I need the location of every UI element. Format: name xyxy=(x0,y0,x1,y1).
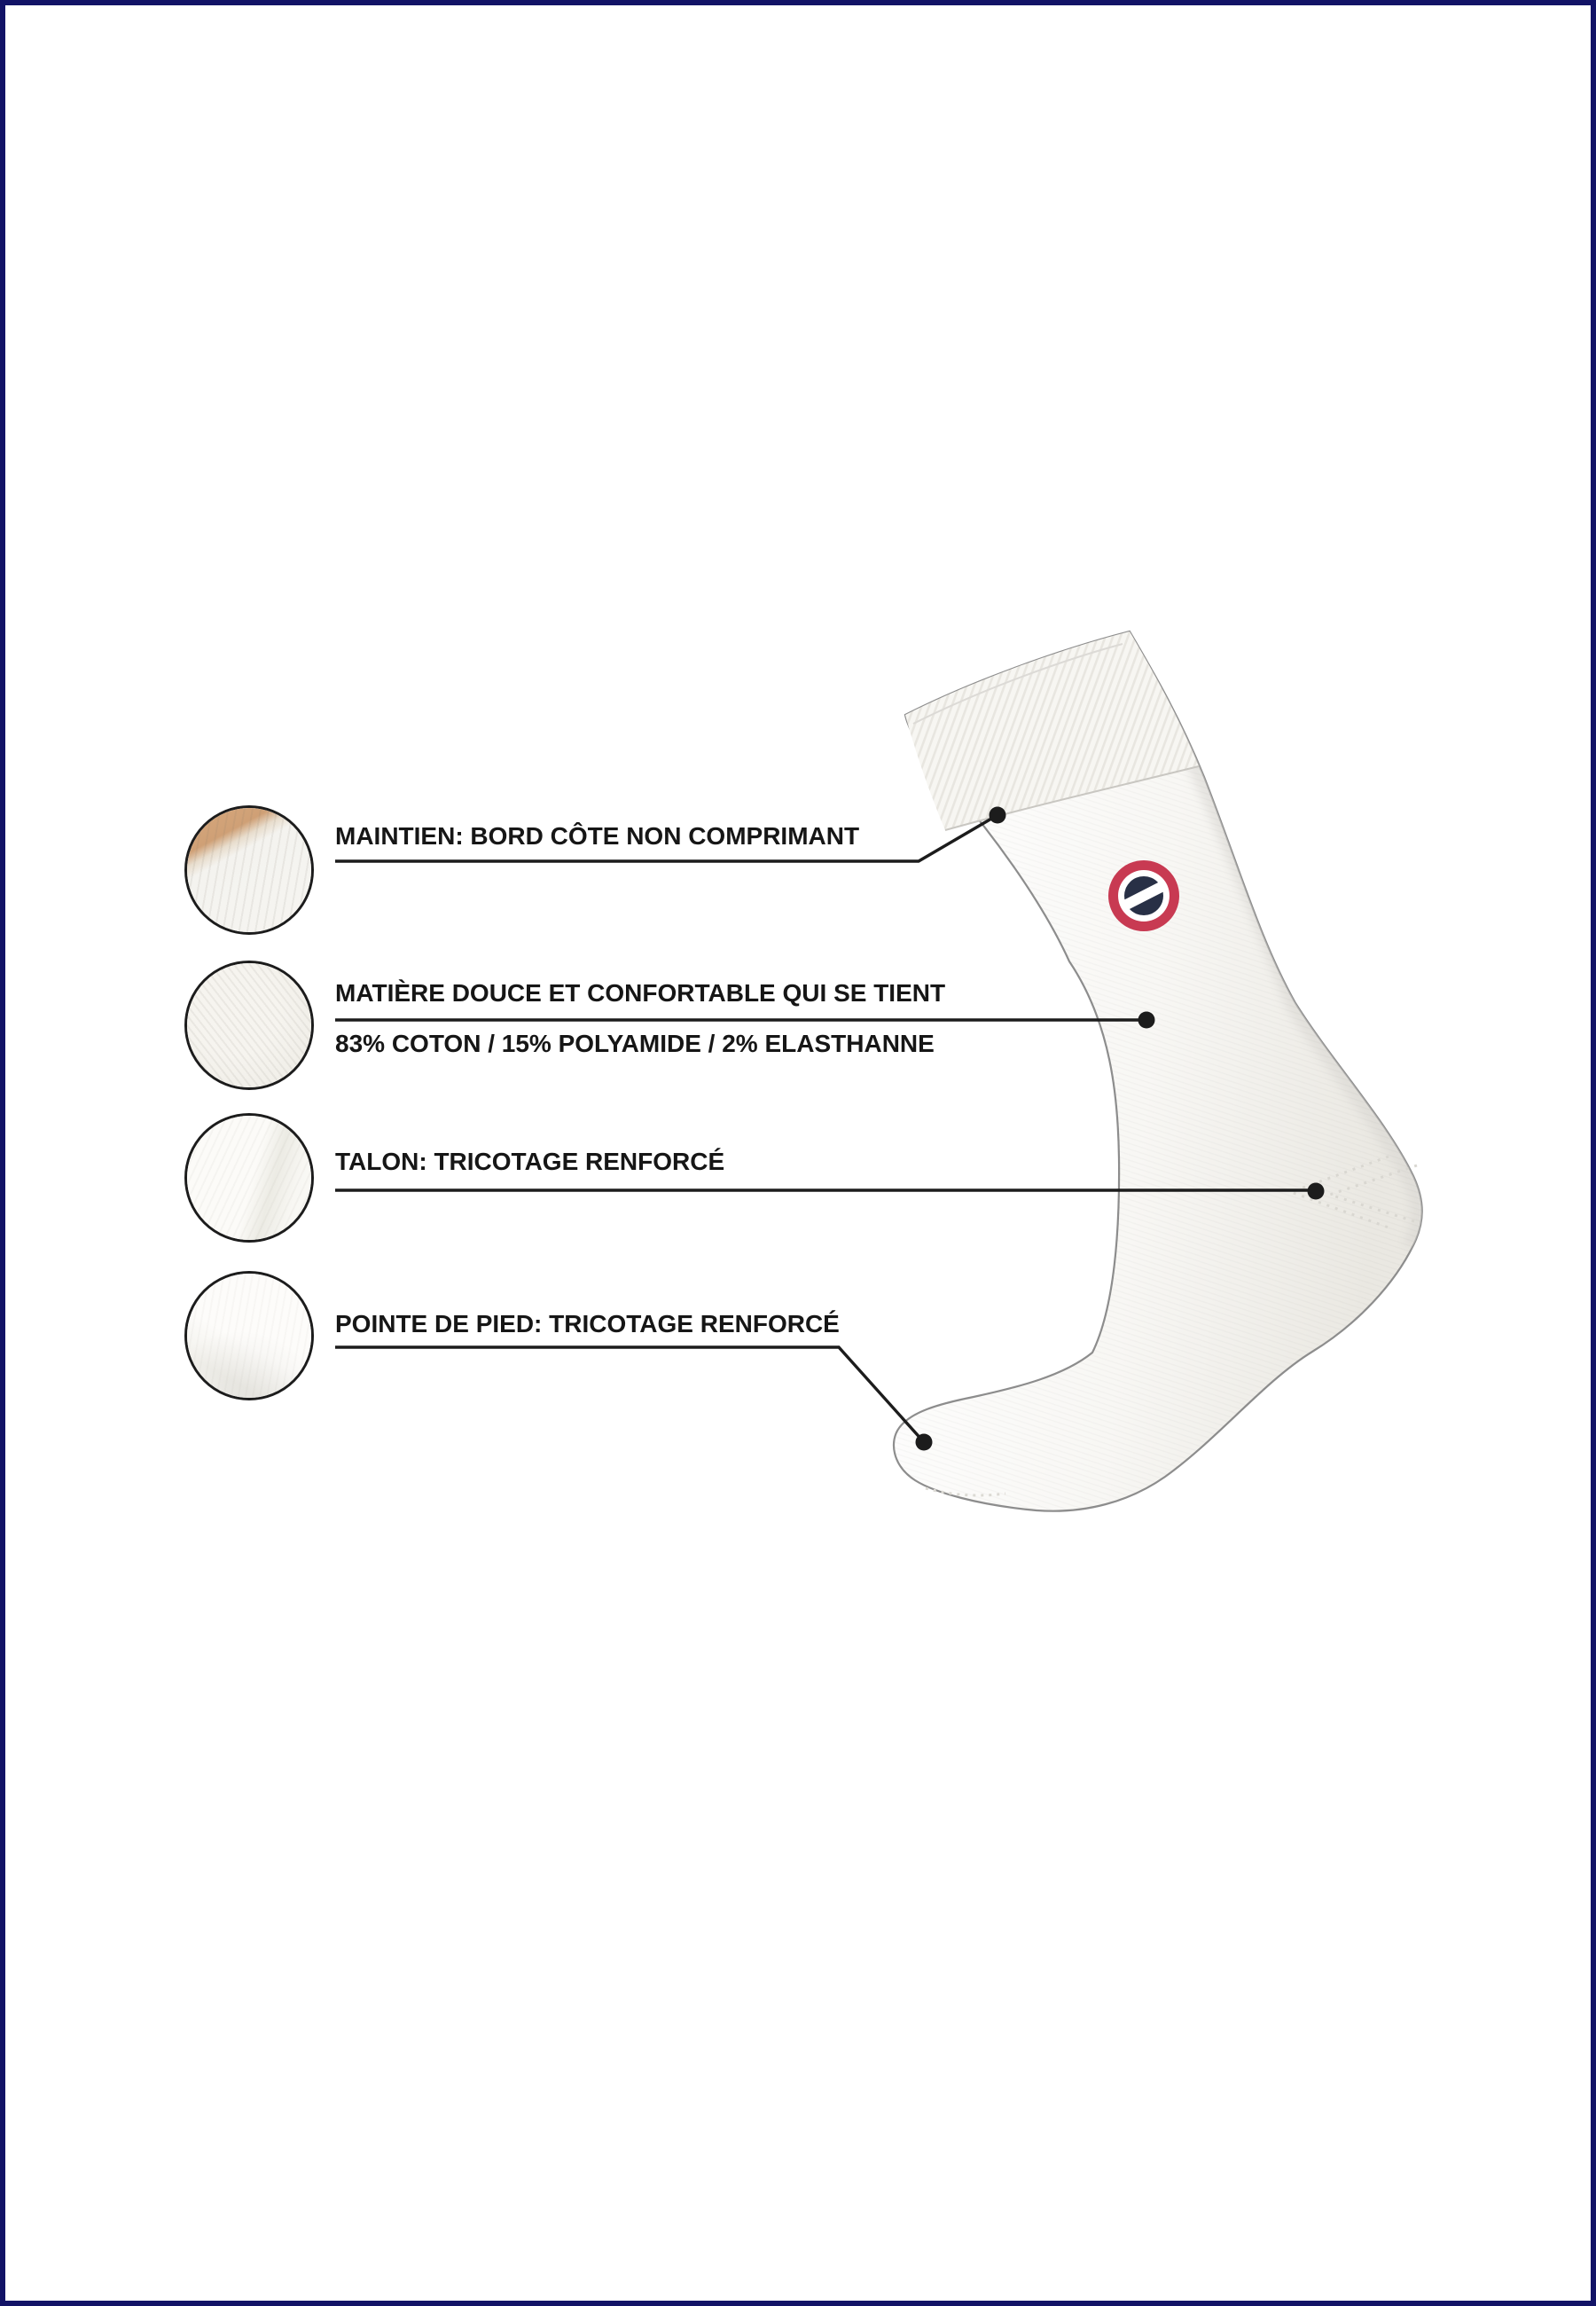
toe-detail-photo xyxy=(184,1271,314,1400)
callout-dot-talon xyxy=(1308,1183,1325,1200)
callout-title-maintien: MAINTIEN: BORD CÔTE NON COMPRIMANT xyxy=(335,822,860,850)
callout-title-talon: TALON: TRICOTAGE RENFORCÉ xyxy=(335,1148,725,1175)
brand-cocarde-emblem xyxy=(1108,860,1179,931)
callout-title-matiere: MATIÈRE DOUCE ET CONFORTABLE QUI SE TIENT xyxy=(335,979,946,1007)
cuff-detail-photo xyxy=(184,805,314,935)
fabric-detail-photo xyxy=(184,961,314,1090)
soft-fabric-texture-image xyxy=(187,963,311,1087)
leader-line-pointe xyxy=(335,1347,924,1442)
callout-dot-matiere xyxy=(1138,1012,1155,1029)
sock-body xyxy=(848,582,1468,1602)
heel-detail-photo xyxy=(184,1113,314,1243)
cuff-ribbing-on-skin-image xyxy=(187,808,311,932)
callout-subtitle-composition: 83% COTON / 15% POLYAMIDE / 2% ELASTHANNE xyxy=(335,1030,935,1057)
reinforced-toe-knit-image xyxy=(187,1274,311,1398)
callout-dot-pointe xyxy=(916,1434,933,1451)
callout-title-pointe: POINTE DE PIED: TRICOTAGE RENFORCÉ xyxy=(335,1310,840,1337)
callout-dot-maintien xyxy=(990,807,1006,824)
reinforced-heel-knit-image xyxy=(187,1116,311,1240)
